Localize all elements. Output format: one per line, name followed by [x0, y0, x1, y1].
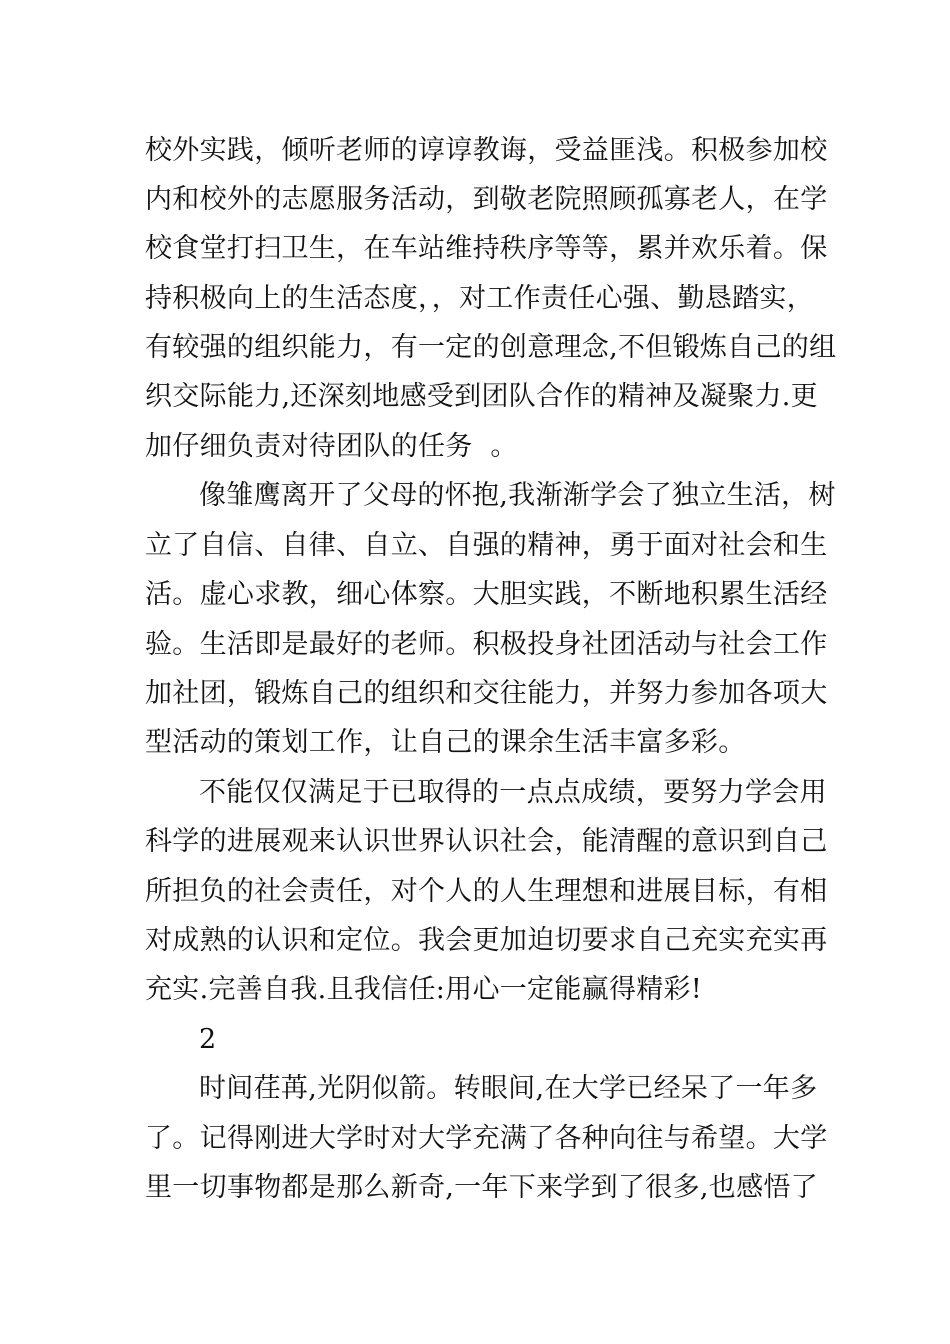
text-line: 活。虚心求教，细心体察。大胆实践，不断地积累生活经: [145, 579, 828, 610]
text-line: 加仔细负责对待团队的任务 。: [145, 431, 518, 462]
section-number: 2: [199, 1024, 217, 1055]
text-line: 校外实践，倾听老师的谆谆教诲，受益匪浅。积极参加校: [145, 135, 828, 166]
text-line: 里一切事物都是那么新奇,一年下来学到了很多,也感悟了: [145, 1172, 818, 1203]
text-line: 验。生活即是最好的老师。积极投身社团活动与社会工作: [145, 629, 828, 660]
text-line: 充实.完善自我.且我信任:用心一定能赢得精彩!: [145, 974, 703, 1005]
paragraph-first-line: 时间荏苒,光阴似箭。转眼间,在大学已经呆了一年多: [199, 1073, 818, 1104]
text-line: 对成熟的认识和定位。我会更加迫切要求自己充实充实再: [145, 925, 828, 956]
paragraph-first-line: 像雏鹰离开了父母的怀抱,我渐渐学会了独立生活，树: [199, 480, 836, 511]
text-line: 了。记得刚进大学时对大学充满了各种向往与希望。大学: [145, 1123, 828, 1154]
text-line: 立了自信、自律、自立、自强的精神，勇于面对社会和生: [145, 530, 828, 561]
text-line: 织交际能力,还深刻地感受到团队合作的精神及凝聚力.更: [145, 381, 818, 412]
text-line: 加社团，锻炼自己的组织和交往能力，并努力参加各项大: [145, 678, 828, 709]
text-line: 科学的进展观来认识世界认识社会，能清醒的意识到自己: [145, 826, 828, 857]
text-line: 型活动的策划工作，让自己的课余生活丰富多彩。: [145, 727, 746, 758]
text-line: 有较强的组织能力，有一定的创意理念,不但锻炼自己的组: [145, 332, 837, 363]
paragraph-first-line: 不能仅仅满足于已取得的一点点成绩，要努力学会用: [199, 777, 827, 808]
text-line: 持积极向上的生活态度，，对工作责任心强、勤恳踏实，: [145, 283, 814, 314]
text-line: 内和校外的志愿服务活动，到敬老院照顾孤寡老人，在学: [145, 184, 828, 215]
text-line: 所担负的社会责任，对个人的人生理想和进展目标，有相: [145, 876, 828, 907]
text-line: 校食堂打扫卫生，在车站维持秩序等等，累并欢乐着。保: [145, 233, 828, 264]
